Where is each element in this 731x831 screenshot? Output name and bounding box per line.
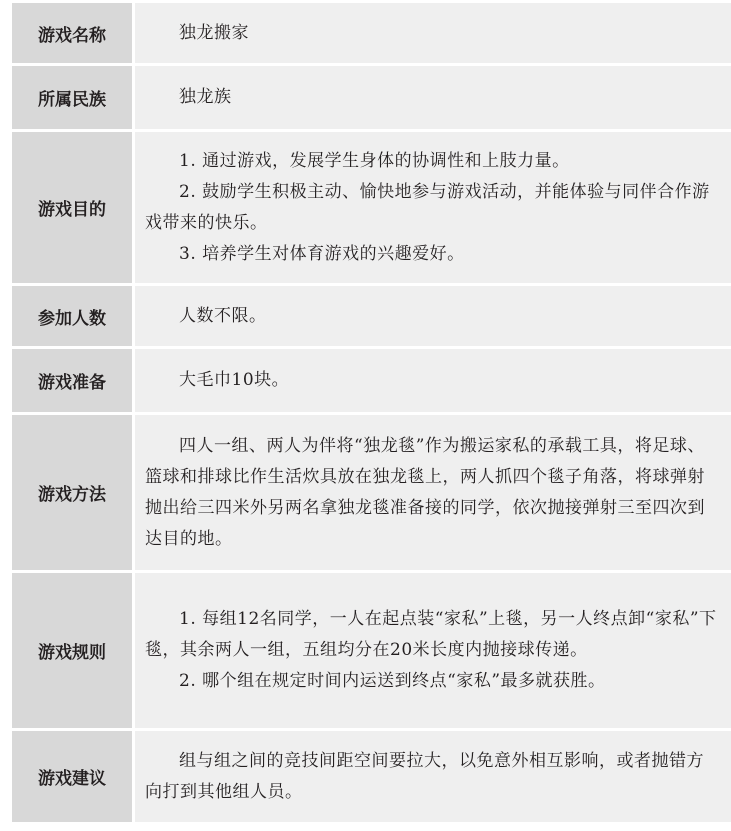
row-suggestions — [12, 731, 731, 825]
paragraph: 四人一组、两人为伴将“独龙毯”作为搬运家私的承载工具，将足球、篮球和排球比作生活炊具放在独龙毯上，两人抓四个毯子角落，将球弹射抛出给三四米外另两名拿独龙毯准备接的同学，依次抛接弹射三至四次到达目的地。 — [145, 435, 705, 549]
paragraph: 独龙搬家 — [179, 22, 249, 43]
label-rules: 游戏规则 — [12, 573, 135, 728]
value-game-purpose — [135, 132, 731, 283]
row-rules — [12, 573, 731, 731]
paragraph: 人数不限。 — [179, 305, 267, 326]
value-ethnic-group — [135, 66, 731, 129]
game-info-table — [12, 0, 731, 825]
paragraph: 3. 培养学生对体育游戏的兴趣爱好。 — [179, 243, 465, 264]
paragraph: 2. 哪个组在规定时间内运送到终点“家私”最多就获胜。 — [179, 671, 606, 691]
row-game-name — [12, 3, 731, 66]
paragraph: 独龙族 — [179, 87, 232, 107]
label-suggestions: 游戏建议 — [12, 731, 135, 822]
row-preparation — [12, 349, 731, 415]
value-rules — [135, 573, 731, 728]
paragraph: 2. 鼓励学生积极主动、愉快地参与游戏活动，并能体验与同伴合作游戏带来的快乐。 — [145, 181, 710, 233]
row-method — [12, 415, 731, 573]
row-game-purpose — [12, 132, 731, 286]
paragraph: 大毛巾10块。 — [179, 370, 290, 390]
paragraph: 1. 通过游戏，发展学生身体的协调性和上肢力量。 — [179, 150, 570, 171]
paragraph: 组与组之间的竞技间距空间要拉大，以免意外相互影响，或者抛错方向打到其他组人员。 — [145, 750, 704, 802]
value-preparation — [135, 349, 731, 412]
label-participants: 参加人数 — [12, 286, 135, 346]
row-ethnic-group — [12, 66, 731, 132]
label-preparation: 游戏准备 — [12, 349, 135, 412]
value-game-name — [135, 3, 731, 63]
label-method: 游戏方法 — [12, 415, 135, 570]
label-ethnic-group: 所属民族 — [12, 66, 135, 129]
value-method — [135, 415, 731, 570]
row-participants — [12, 286, 731, 349]
label-game-name: 游戏名称 — [12, 3, 135, 63]
label-game-purpose: 游戏目的 — [12, 132, 135, 283]
value-suggestions — [135, 731, 731, 822]
paragraph: 1. 每组12名同学，一人在起点装“家私”上毯，另一人终点卸“家私”下毯，其余两人一组，五组均分在20米长度内抛接球传递。 — [145, 609, 717, 660]
value-participants — [135, 286, 731, 346]
